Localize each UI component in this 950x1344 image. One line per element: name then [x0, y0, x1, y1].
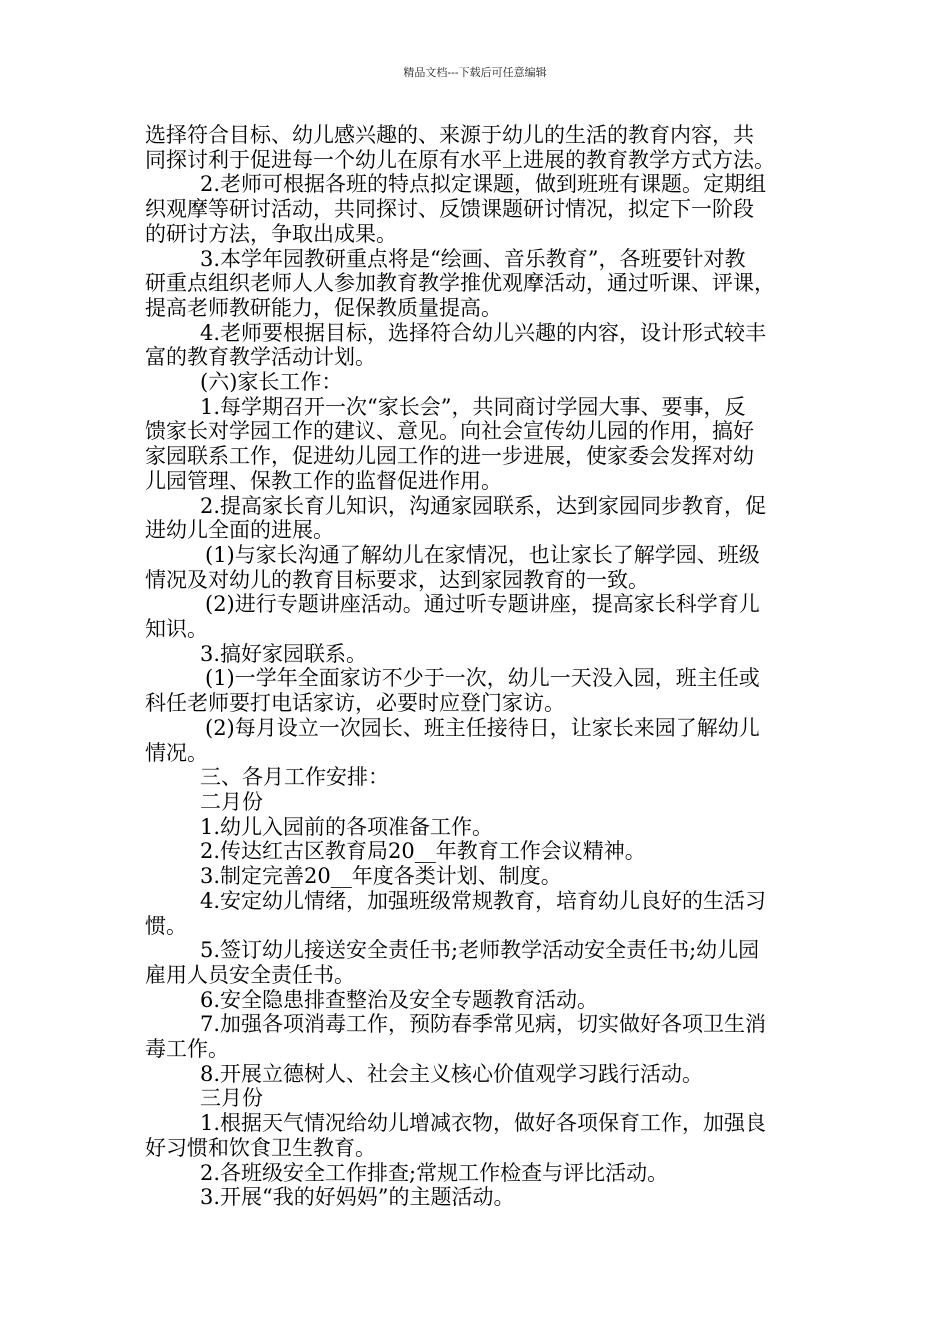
text-line: 家园联系工作，促进幼儿园工作的进一步进展，使家委会发挥对幼: [145, 444, 754, 469]
text-line: 情况及对幼儿的教育目标要求，达到家园教育的一致。: [145, 567, 649, 592]
text-line: 研重点组织老师人人参加教育教学推优观摩活动，通过听课、评课，: [145, 271, 775, 296]
text-line: 3.制定完善20__年度各类计划、制度。: [200, 864, 562, 889]
text-line: 二月份: [200, 789, 263, 814]
text-line: 惯。: [145, 913, 187, 938]
text-line: 1.根据天气情况给幼儿增减衣物，做好各项保育工作，加强良: [200, 1111, 767, 1136]
text-line: 2.提高家长育儿知识，沟通家园联系，达到家园同步教育，促: [200, 493, 767, 518]
text-line: 毒工作。: [145, 1037, 229, 1062]
text-line: 6.安全隐患排查整治及安全专题教育活动。: [200, 987, 599, 1012]
text-line: 2.老师可根据各班的特点拟定课题，做到班班有课题。定期组: [200, 172, 767, 197]
text-line: (1)与家长沟通了解幼儿在家情况，也让家长了解学园、班级: [205, 542, 760, 567]
text-line: 提高老师教研能力，促保教质量提高。: [145, 295, 502, 320]
text-line: 儿园管理、保教工作的监督促进作用。: [145, 468, 502, 493]
text-line: 8.开展立德树人、社会主义核心价值观学习践行活动。: [200, 1061, 704, 1086]
text-line: 4.安定幼儿情绪，加强班级常规教育，培育幼儿良好的生活习: [200, 888, 767, 913]
text-line: 5.签订幼儿接送安全责任书;老师教学活动安全责任书;幼儿园: [200, 938, 760, 963]
text-line: 进幼儿全面的进展。: [145, 518, 334, 543]
text-line: (2)每月设立一次园长、班主任接待日，让家长来园了解幼儿: [205, 715, 760, 740]
text-line: 3.搞好家园联系。: [200, 641, 368, 666]
text-line: 科任老师要打电话家访，必要时应登门家访。: [145, 691, 565, 716]
text-line: 的研讨方法，争取出成果。: [145, 221, 397, 246]
text-line: 2.传达红古区教育局20__年教育工作会议精神。: [200, 839, 646, 864]
text-line: (六)家长工作：: [200, 370, 343, 395]
text-line: 情况。: [145, 740, 208, 765]
text-line: 2.各班级安全工作排查;常规工作检查与评比活动。: [200, 1160, 669, 1185]
text-line: 雇用人员安全责任书。: [145, 962, 355, 987]
text-line: 知识。: [145, 617, 208, 642]
text-line: 3.开展“我的好妈妈”的主题活动。: [200, 1185, 515, 1210]
page-header: 精品文档---下载后可任意编辑: [403, 66, 547, 79]
text-line: 同探讨利于促进每一个幼儿在原有水平上进展的教育教学方式方法。: [145, 147, 775, 172]
text-line: (1)一学年全面家访不少于一次，幼儿一天没入园，班主任或: [205, 666, 760, 691]
text-line: 三、各月工作安排：: [200, 765, 389, 790]
text-line: 1.每学期召开一次“家长会”，共同商讨学园大事、要事，反: [200, 394, 746, 419]
text-line: 织观摩等研讨活动，共同探讨、反馈课题研讨情况，拟定下一阶段: [145, 197, 754, 222]
text-line: 1.幼儿入园前的各项准备工作。: [200, 814, 494, 839]
text-line: 三月份: [200, 1086, 263, 1111]
text-line: 富的教育教学活动计划。: [145, 345, 376, 370]
text-line: 选择符合目标、幼儿感兴趣的、来源于幼儿的生活的教育内容，共: [145, 123, 754, 147]
text-line: (2)进行专题讲座活动。通过听专题讲座，提高家长科学育儿: [205, 592, 760, 617]
document-body: [145, 123, 817, 1210]
text-line: 4.老师要根据目标，选择符合幼儿兴趣的内容，设计形式较丰: [200, 320, 767, 345]
text-line: 3.本学年园教研重点将是“绘画、音乐教育”，各班要针对教: [200, 246, 746, 271]
text-line: 7.加强各项消毒工作，预防春季常见病，切实做好各项卫生消: [200, 1012, 767, 1037]
text-line: 馈家长对学园工作的建议、意见。向社会宣传幼儿园的作用，搞好: [145, 419, 754, 444]
text-line: 好习惯和饮食卫生教育。: [145, 1135, 376, 1160]
